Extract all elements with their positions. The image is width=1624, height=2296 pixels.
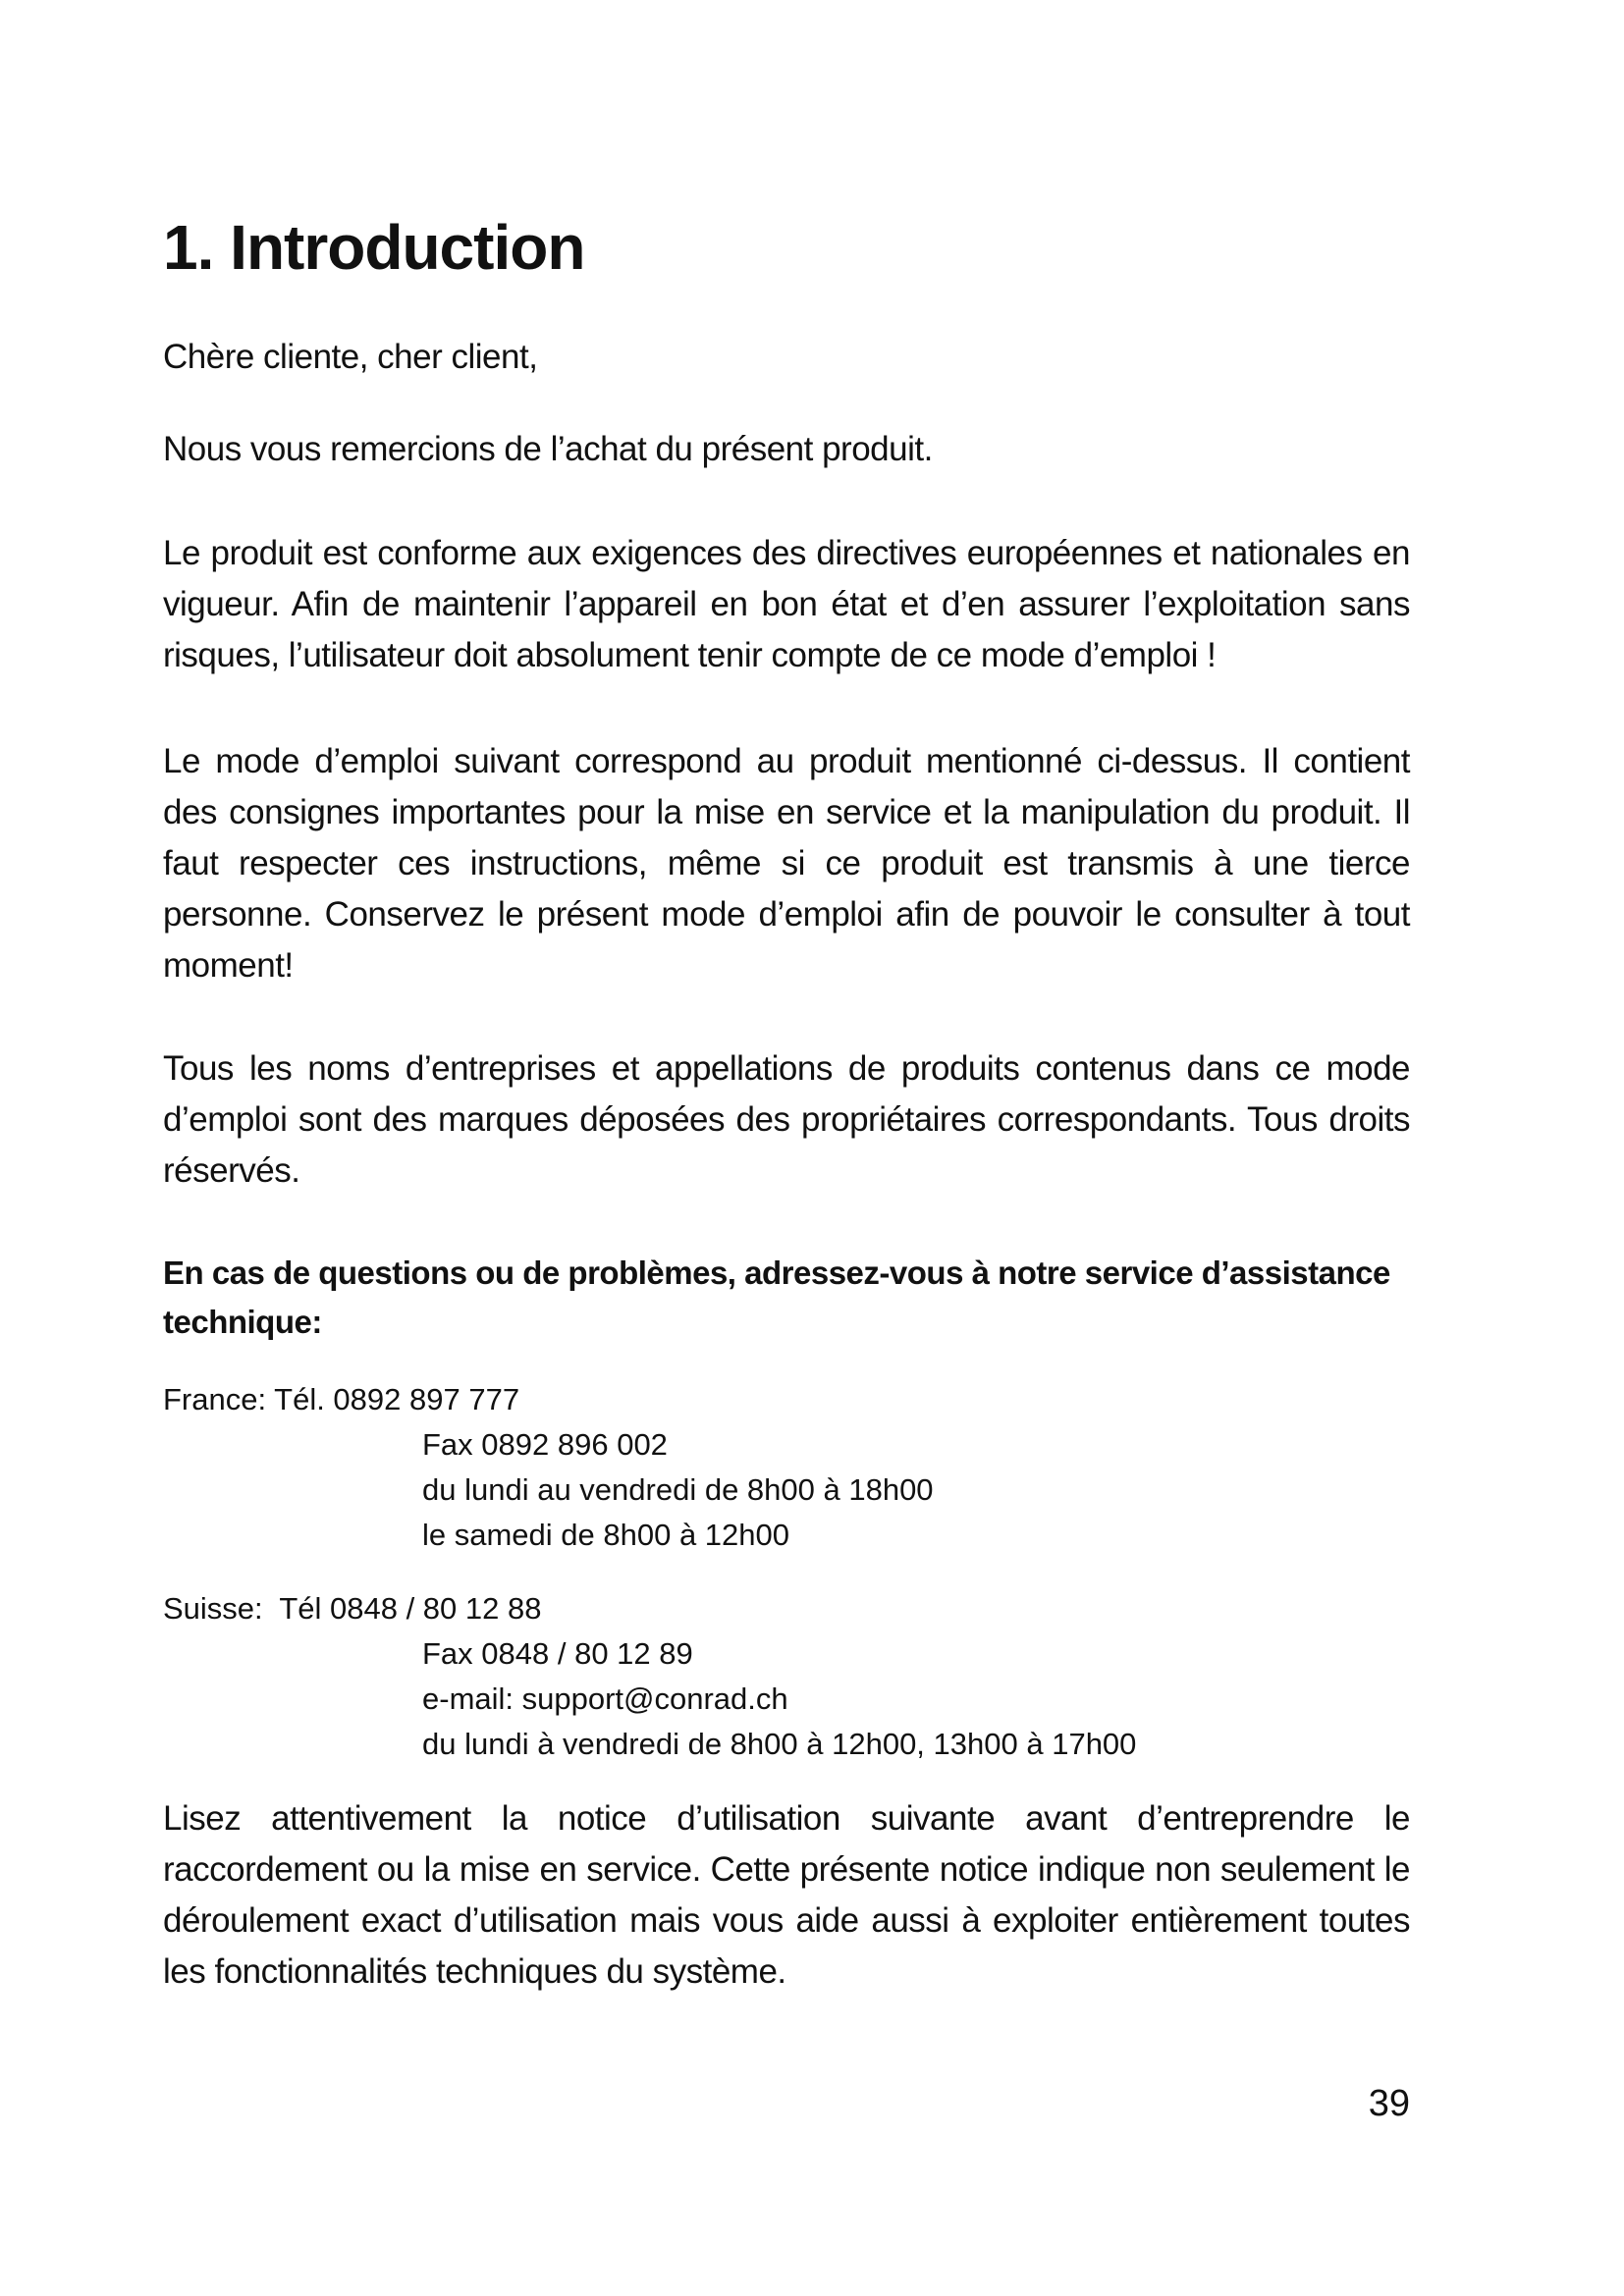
conformity-paragraph: Le produit est conforme aux exigences des directives européennes et nationales en vigueur. Afin de maintenir l’appareil en bon état et d’en assurer l’exploitation sans risques, l’utilisateur doit absolument tenir compte de ce mode d’emploi !	[163, 534, 1410, 674]
section-title: 1. Introduction	[163, 212, 585, 283]
france-fax: Fax 0892 896 002	[422, 1427, 668, 1462]
contact-france	[163, 1377, 934, 1558]
contact-suisse	[163, 1586, 1136, 1767]
thanks-text: Nous vous remercions de l’achat du présent produit.	[163, 430, 933, 468]
suisse-fax: Fax 0848 / 80 12 89	[422, 1636, 693, 1671]
manual-paragraph: Le mode d’emploi suivant correspond au produit mentionné ci-dessus. Il contient des consignes importantes pour la mise en service et la manipulation du produit. Il faut respecter ces instructions, même si ce produit est transmis à une tierce personne. Conservez le présent mode d’emploi afin de pouvoir le consulter à tout moment!	[163, 742, 1410, 985]
support-heading: En cas de questions ou de problèmes, adressez-vous à notre service d’assistance technique:	[163, 1255, 1390, 1340]
suisse-email: e-mail: support@conrad.ch	[422, 1682, 788, 1716]
suisse-phone: Suisse: Tél 0848 / 80 12 88	[163, 1591, 542, 1626]
read-instructions-paragraph: Lisez attentivement la notice d’utilisation suivante avant d’entreprendre le raccordement ou la mise en service. Cette présente notice indique non seulement le déroulement exact d’utilisation mais vous aide aussi à exploiter entièrement toutes les fonctionnalités techniques du système.	[163, 1799, 1410, 1991]
page-number: 39	[1368, 2083, 1410, 2124]
greeting: Chère cliente, cher client,	[163, 338, 538, 376]
suisse-hours: du lundi à vendredi de 8h00 à 12h00, 13h00 à 17h00	[422, 1727, 1137, 1761]
trademarks-paragraph: Tous les noms d’entreprises et appellations de produits contenus dans ce mode d’emploi sont des marques déposées des propriétaires correspondants. Tous droits réservés.	[163, 1049, 1410, 1190]
france-phone: France: Tél. 0892 897 777	[163, 1382, 520, 1416]
france-hours-saturday: le samedi de 8h00 à 12h00	[422, 1518, 790, 1552]
france-hours-weekdays: du lundi au vendredi de 8h00 à 18h00	[422, 1472, 934, 1507]
